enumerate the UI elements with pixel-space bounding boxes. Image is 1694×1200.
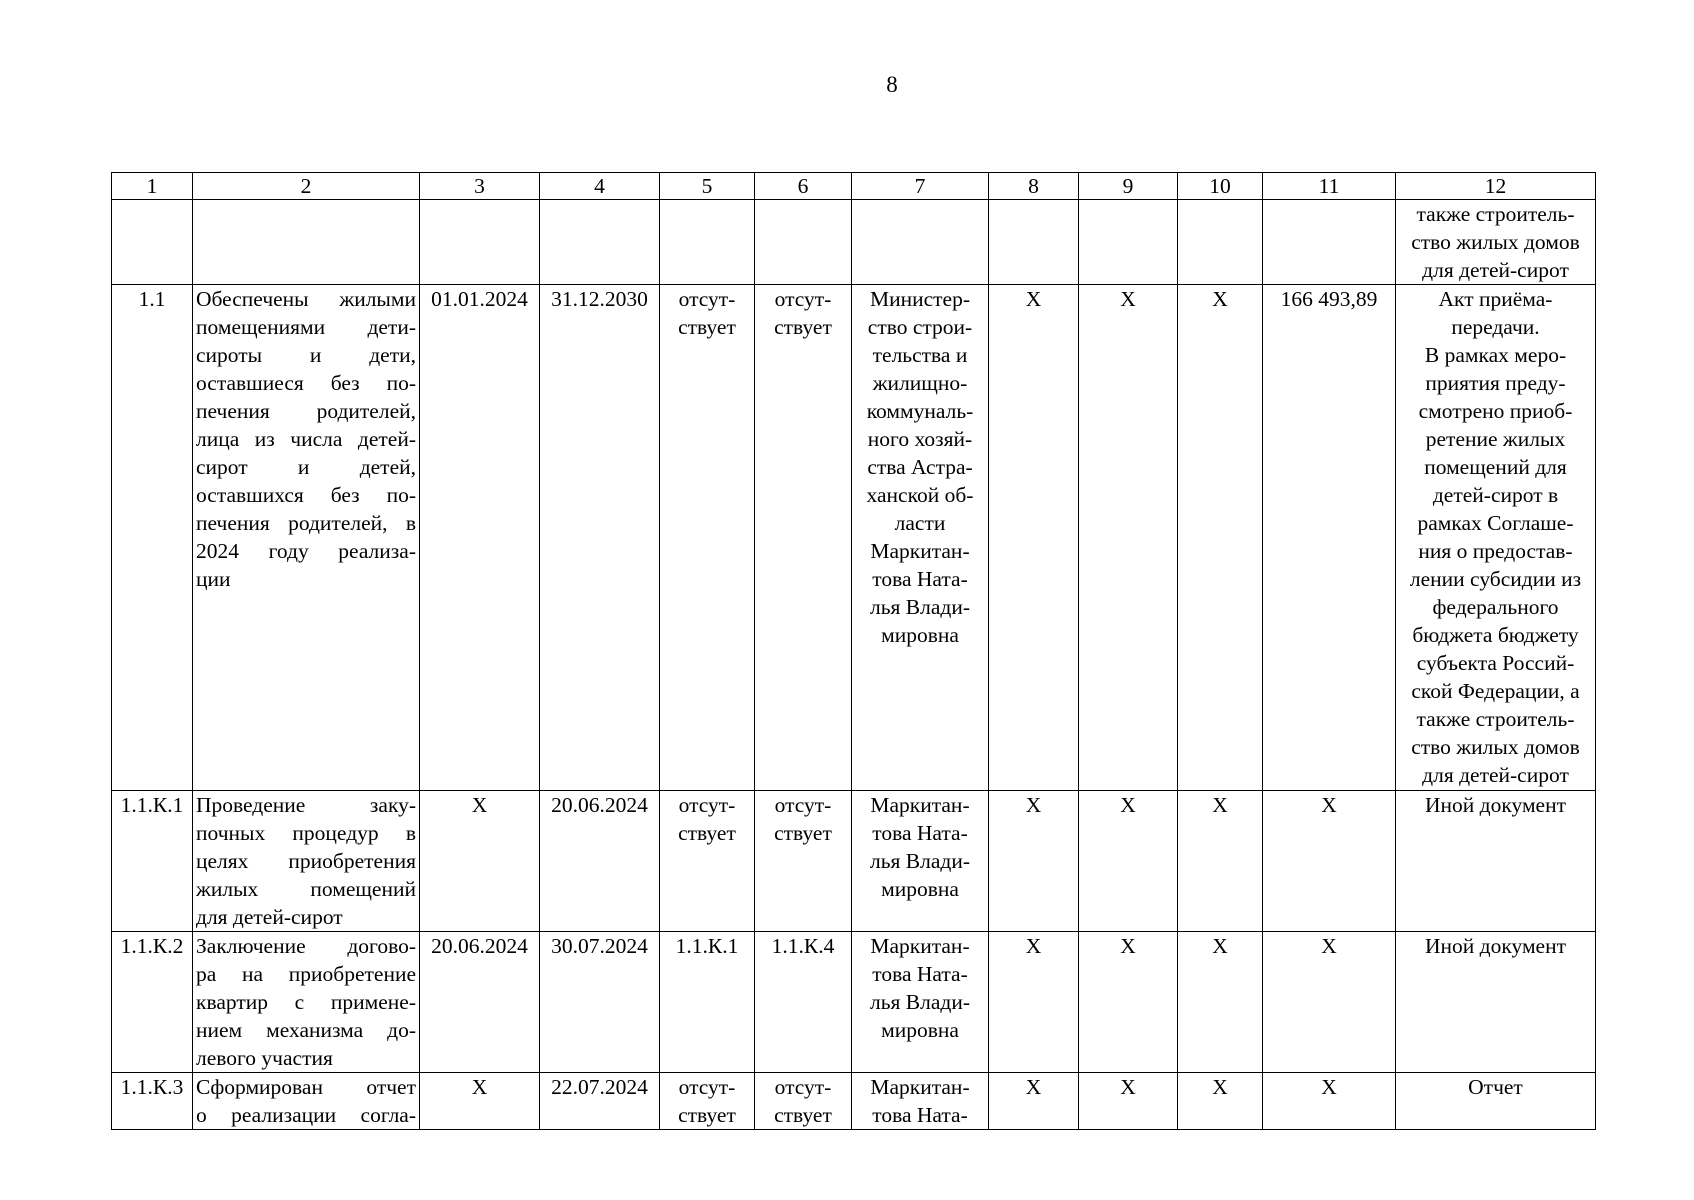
event-name-cell: Сформирован отчет о реализации согла- [193, 1073, 420, 1130]
col10-cell: X [1178, 1073, 1263, 1130]
table-row-continued [112, 200, 1596, 285]
column-number: 6 [755, 173, 852, 200]
column-number: 2 [193, 173, 420, 200]
col8-cell: X [989, 1073, 1079, 1130]
table-cell [193, 200, 420, 285]
column-number: 5 [660, 173, 755, 200]
responsible-cell: Маркитан- това Ната- лья Влади- мировна [852, 932, 989, 1073]
column-number: 7 [852, 173, 989, 200]
column-number: 12 [1396, 173, 1596, 200]
end-date-cell: 20.06.2024 [540, 791, 660, 932]
predecessor-cell: отсут- ствует [660, 1073, 755, 1130]
start-date-cell: 20.06.2024 [420, 932, 540, 1073]
header-row [112, 173, 1596, 200]
table-cell [420, 200, 540, 285]
end-date-cell: 31.12.2030 [540, 285, 660, 791]
column-number: 9 [1079, 173, 1178, 200]
predecessor-cell: отсут- ствует [660, 285, 755, 791]
event-name-cell: Заключение догово- ра на приобретение квартир с примене- нием механизма до- левого участия [193, 932, 420, 1073]
table-cell [540, 200, 660, 285]
end-date-cell: 22.07.2024 [540, 1073, 660, 1130]
column-number: 1 [112, 173, 193, 200]
predecessor-cell: 1.1.К.1 [660, 932, 755, 1073]
responsible-cell: Маркитан- това Ната- [852, 1073, 989, 1130]
plan-table [111, 172, 1596, 1130]
document-cell: Отчет [1396, 1073, 1596, 1130]
document-cell: Иной документ [1396, 932, 1596, 1073]
table-cell [1178, 200, 1263, 285]
amount-cell: X [1263, 791, 1396, 932]
table-cell [660, 200, 755, 285]
start-date-cell: X [420, 1073, 540, 1130]
start-date-cell: X [420, 791, 540, 932]
row-number: 1.1.К.3 [112, 1073, 193, 1130]
table-row-1-1 [112, 285, 1596, 791]
column-number: 3 [420, 173, 540, 200]
amount-cell: 166 493,89 [1263, 285, 1396, 791]
amount-cell: X [1263, 932, 1396, 1073]
col10-cell: X [1178, 932, 1263, 1073]
successor-cell: отсут- ствует [755, 285, 852, 791]
col10-cell: X [1178, 791, 1263, 932]
col9-cell: X [1079, 285, 1178, 791]
responsible-cell: Маркитан- това Ната- лья Влади- мировна [852, 791, 989, 932]
column-number: 10 [1178, 173, 1263, 200]
successor-cell: отсут- ствует [755, 791, 852, 932]
col9-cell: X [1079, 1073, 1178, 1130]
table-cell [989, 200, 1079, 285]
table-row-1-1-k2 [112, 932, 1596, 1073]
table-cell [1263, 200, 1396, 285]
row-number: 1.1.К.1 [112, 791, 193, 932]
page-number: 8 [886, 72, 898, 97]
end-date-cell: 30.07.2024 [540, 932, 660, 1073]
table-cell [852, 200, 989, 285]
document-cell: также строитель- ство жилых домов для детей-сирот [1396, 200, 1596, 285]
col8-cell: X [989, 932, 1079, 1073]
col8-cell: X [989, 791, 1079, 932]
column-number: 4 [540, 173, 660, 200]
responsible-cell: Министер- ство строи- тельства и жилищно- коммуналь- ного хозяй- ства Астра- ханской об- ласти Маркитан- това Ната- лья Влади- мировна [852, 285, 989, 791]
table-row-1-1-k3 [112, 1073, 1596, 1130]
row-number: 1.1.К.2 [112, 932, 193, 1073]
table-cell [112, 200, 193, 285]
document-cell: Иной документ [1396, 791, 1596, 932]
table-row-1-1-k1 [112, 791, 1596, 932]
event-name-cell: Проведение заку- почных процедур в целях приобретения жилых помещений для детей-сирот [193, 791, 420, 932]
col8-cell: X [989, 285, 1079, 791]
plan-table-wrapper [111, 172, 1596, 1130]
amount-cell: X [1263, 1073, 1396, 1130]
successor-cell: 1.1.К.4 [755, 932, 852, 1073]
event-name-cell: Обеспечены жилыми помещениями дети- сироты и дети, оставшиеся без по- печения родителей, лица из числа детей- сирот и детей, оставшихся без по- печения родителей, в 2024 году реализа- ции [193, 285, 420, 791]
table-header [112, 173, 1596, 200]
column-number: 8 [989, 173, 1079, 200]
col9-cell: X [1079, 932, 1178, 1073]
col9-cell: X [1079, 791, 1178, 932]
successor-cell: отсут- ствует [755, 1073, 852, 1130]
table-cell [1079, 200, 1178, 285]
row-number: 1.1 [112, 285, 193, 791]
column-number: 11 [1263, 173, 1396, 200]
predecessor-cell: отсут- ствует [660, 791, 755, 932]
start-date-cell: 01.01.2024 [420, 285, 540, 791]
col10-cell: X [1178, 285, 1263, 791]
table-cell [755, 200, 852, 285]
document-cell: Акт приёма- передачи. В рамках меро- приятия преду- смотрено приоб- ретение жилых помещений для детей-сирот в рамках Соглаше- ния о предостав- лении субсидии из федерального бюджета бюджету субъекта Россий- ской Федерации, а также строитель- ство жилых домов для детей-сирот [1396, 285, 1596, 791]
